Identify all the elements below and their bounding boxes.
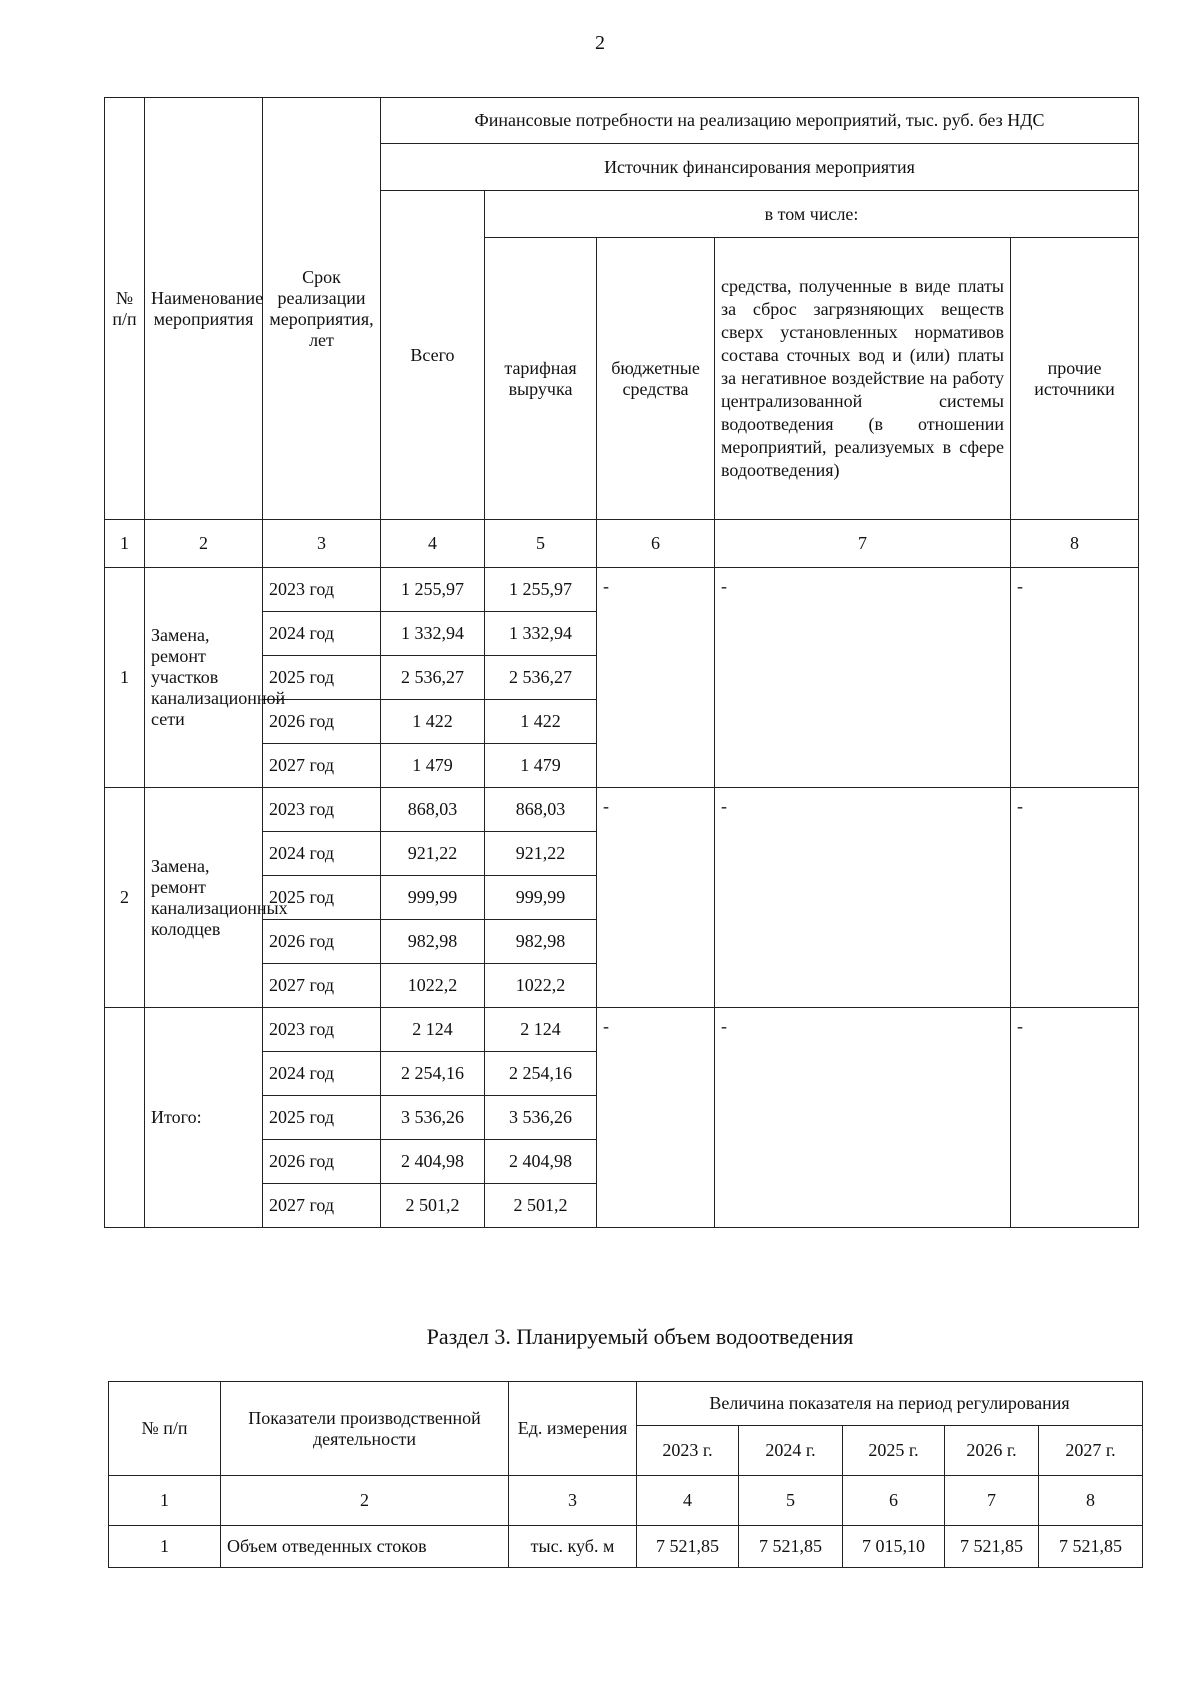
column-number: 6 (843, 1476, 945, 1526)
financing-table (104, 97, 1139, 1228)
header-num: № п/п (109, 1382, 221, 1476)
tariff-cell: 999,99 (485, 876, 597, 920)
tariff-cell: 2 254,16 (485, 1052, 597, 1096)
column-number: 5 (485, 520, 597, 568)
table-row (105, 788, 1139, 832)
column-number-row (105, 520, 1139, 568)
column-number: 6 (597, 520, 715, 568)
header-total: Всего (381, 191, 485, 520)
total-cell: 2 404,98 (381, 1140, 485, 1184)
fees-cell: - (715, 568, 1011, 788)
column-number: 5 (739, 1476, 843, 1526)
tariff-cell: 921,22 (485, 832, 597, 876)
total-cell: 982,98 (381, 920, 485, 964)
column-number: 7 (715, 520, 1011, 568)
value-cell: 7 521,85 (1039, 1526, 1143, 1568)
column-number: 7 (945, 1476, 1039, 1526)
tariff-cell: 1022,2 (485, 964, 597, 1008)
year-cell: 2023 год (263, 1008, 381, 1052)
column-number: 1 (105, 520, 145, 568)
activity-name: Итого: (145, 1008, 263, 1228)
year-cell: 2027 год (263, 1184, 381, 1228)
header-financial-needs: Финансовые потребности на реализацию мероприятий, тыс. руб. без НДС (381, 98, 1139, 144)
header-unit: Ед. измерения (509, 1382, 637, 1476)
column-number: 2 (221, 1476, 509, 1526)
column-number-row (109, 1476, 1143, 1526)
total-cell: 1 479 (381, 744, 485, 788)
tariff-cell: 2 124 (485, 1008, 597, 1052)
year-cell: 2024 год (263, 1052, 381, 1096)
total-cell: 868,03 (381, 788, 485, 832)
year-cell: 2026 год (263, 1140, 381, 1184)
total-cell: 1 332,94 (381, 612, 485, 656)
budget-cell: - (597, 1008, 715, 1228)
total-cell: 1 255,97 (381, 568, 485, 612)
column-number: 8 (1039, 1476, 1143, 1526)
tariff-cell: 1 479 (485, 744, 597, 788)
year-cell: 2026 год (263, 920, 381, 964)
header-value-period: Величина показателя на период регулирования (637, 1382, 1143, 1426)
tariff-cell: 3 536,26 (485, 1096, 597, 1140)
total-cell: 3 536,26 (381, 1096, 485, 1140)
activity-number: 1 (105, 568, 145, 788)
header-year: 2025 г. (843, 1426, 945, 1476)
column-number: 4 (381, 520, 485, 568)
budget-cell: - (597, 568, 715, 788)
total-cell: 1 422 (381, 700, 485, 744)
unit-cell: тыс. куб. м (509, 1526, 637, 1568)
value-cell: 7 521,85 (945, 1526, 1039, 1568)
header-year: 2026 г. (945, 1426, 1039, 1476)
header-including: в том числе: (485, 191, 1139, 238)
column-number: 2 (145, 520, 263, 568)
header-tariff: тарифная выручка (485, 238, 597, 520)
activity-number: 2 (105, 788, 145, 1008)
year-cell: 2024 год (263, 832, 381, 876)
header-num: № п/п (105, 98, 145, 520)
value-cell: 7 521,85 (637, 1526, 739, 1568)
other-cell: - (1011, 788, 1139, 1008)
tariff-cell: 868,03 (485, 788, 597, 832)
page-number: 2 (595, 32, 605, 54)
value-cell: 7 521,85 (739, 1526, 843, 1568)
tariff-cell: 982,98 (485, 920, 597, 964)
total-cell: 1022,2 (381, 964, 485, 1008)
tariff-cell: 1 255,97 (485, 568, 597, 612)
tariff-cell: 2 501,2 (485, 1184, 597, 1228)
column-number: 8 (1011, 520, 1139, 568)
header-year: 2024 г. (739, 1426, 843, 1476)
year-cell: 2024 год (263, 612, 381, 656)
year-cell: 2027 год (263, 964, 381, 1008)
tariff-cell: 2 404,98 (485, 1140, 597, 1184)
activity-number (105, 1008, 145, 1228)
year-cell: 2023 год (263, 568, 381, 612)
year-cell: 2027 год (263, 744, 381, 788)
fees-cell: - (715, 788, 1011, 1008)
other-cell: - (1011, 568, 1139, 788)
tariff-cell: 2 536,27 (485, 656, 597, 700)
total-cell: 2 501,2 (381, 1184, 485, 1228)
header-term: Срок реализации мероприятия, лет (263, 98, 381, 520)
value-cell: 7 015,10 (843, 1526, 945, 1568)
total-cell: 2 254,16 (381, 1052, 485, 1096)
budget-cell: - (597, 788, 715, 1008)
tariff-cell: 1 332,94 (485, 612, 597, 656)
year-cell: 2025 год (263, 656, 381, 700)
table-row (109, 1526, 1143, 1568)
total-cell: 2 124 (381, 1008, 485, 1052)
header-budget: бюджетные средства (597, 238, 715, 520)
indicator-name: Объем отведенных стоков (221, 1526, 509, 1568)
header-indicator: Показатели производственной деятельности (221, 1382, 509, 1476)
column-number: 1 (109, 1476, 221, 1526)
year-cell: 2025 год (263, 876, 381, 920)
activity-name: Замена, ремонт канализационных колодцев (145, 788, 263, 1008)
total-cell: 2 536,27 (381, 656, 485, 700)
header-other: прочие источники (1011, 238, 1139, 520)
tariff-cell: 1 422 (485, 700, 597, 744)
header-name: Наименование мероприятия (145, 98, 263, 520)
activity-name: Замена, ремонт участков канализационной сети (145, 568, 263, 788)
total-cell: 999,99 (381, 876, 485, 920)
section-3-title: Раздел 3. Планируемый объем водоотведения (426, 1324, 854, 1349)
year-cell: 2026 год (263, 700, 381, 744)
header-year: 2027 г. (1039, 1426, 1143, 1476)
header-funding-source: Источник финансирования мероприятия (381, 144, 1139, 191)
header-year: 2023 г. (637, 1426, 739, 1476)
other-cell: - (1011, 1008, 1139, 1228)
column-number: 3 (509, 1476, 637, 1526)
year-cell: 2025 год (263, 1096, 381, 1140)
column-number: 3 (263, 520, 381, 568)
wastewater-volume-table (108, 1381, 1143, 1568)
fees-cell: - (715, 1008, 1011, 1228)
year-cell: 2023 год (263, 788, 381, 832)
column-number: 4 (637, 1476, 739, 1526)
row-num: 1 (109, 1526, 221, 1568)
header-fees: средства, полученные в виде платы за сброс загрязняющих веществ сверх установленных нормативов состава сточных вод и (или) платы за негативное воздействие на работу централизованной системы водоотведения (в отношении мероприятий, реализуемых в сфере водоотведения) (715, 238, 1011, 520)
table-row (105, 568, 1139, 612)
total-cell: 921,22 (381, 832, 485, 876)
table-row (105, 1008, 1139, 1052)
